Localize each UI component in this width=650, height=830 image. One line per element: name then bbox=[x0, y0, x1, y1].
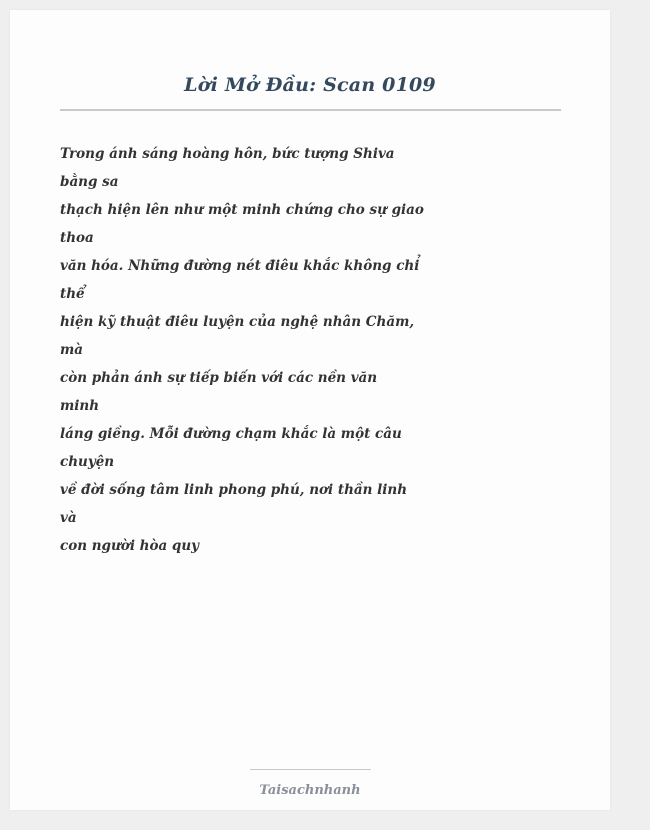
text-line: thể bbox=[60, 286, 85, 302]
text-line: văn hóa. Những đường nét điêu khắc không chỉ bbox=[60, 258, 420, 274]
body-text bbox=[60, 140, 424, 560]
document-page bbox=[10, 10, 610, 810]
text-line: Trong ánh sáng hoàng hôn, bức tượng Shiva bbox=[60, 146, 395, 162]
title-divider bbox=[60, 109, 561, 111]
text-line: mà bbox=[60, 342, 84, 358]
text-line: minh bbox=[60, 398, 100, 414]
text-line: chuyện bbox=[60, 454, 115, 470]
text-line: con người hòa quy bbox=[60, 538, 200, 554]
page-title: Lời Mở Đầu: Scan 0109 bbox=[184, 74, 436, 96]
text-line: còn phản ánh sự tiếp biến với các nền văn bbox=[60, 370, 378, 386]
text-line: về đời sống tâm linh phong phú, nơi thần linh bbox=[60, 482, 408, 498]
text-line: và bbox=[60, 510, 77, 526]
footer-divider bbox=[250, 769, 371, 770]
text-line: thạch hiện lên như một minh chứng cho sự giao bbox=[60, 202, 424, 218]
footer-text: Taisachnhanh bbox=[259, 783, 361, 798]
text-line: láng giềng. Mỗi đường chạm khắc là một câu bbox=[60, 426, 402, 442]
text-line: thoa bbox=[60, 230, 94, 246]
text-line: hiện kỹ thuật điêu luyện của nghệ nhân Chăm, bbox=[60, 314, 415, 330]
text-line: bằng sa bbox=[60, 174, 119, 190]
